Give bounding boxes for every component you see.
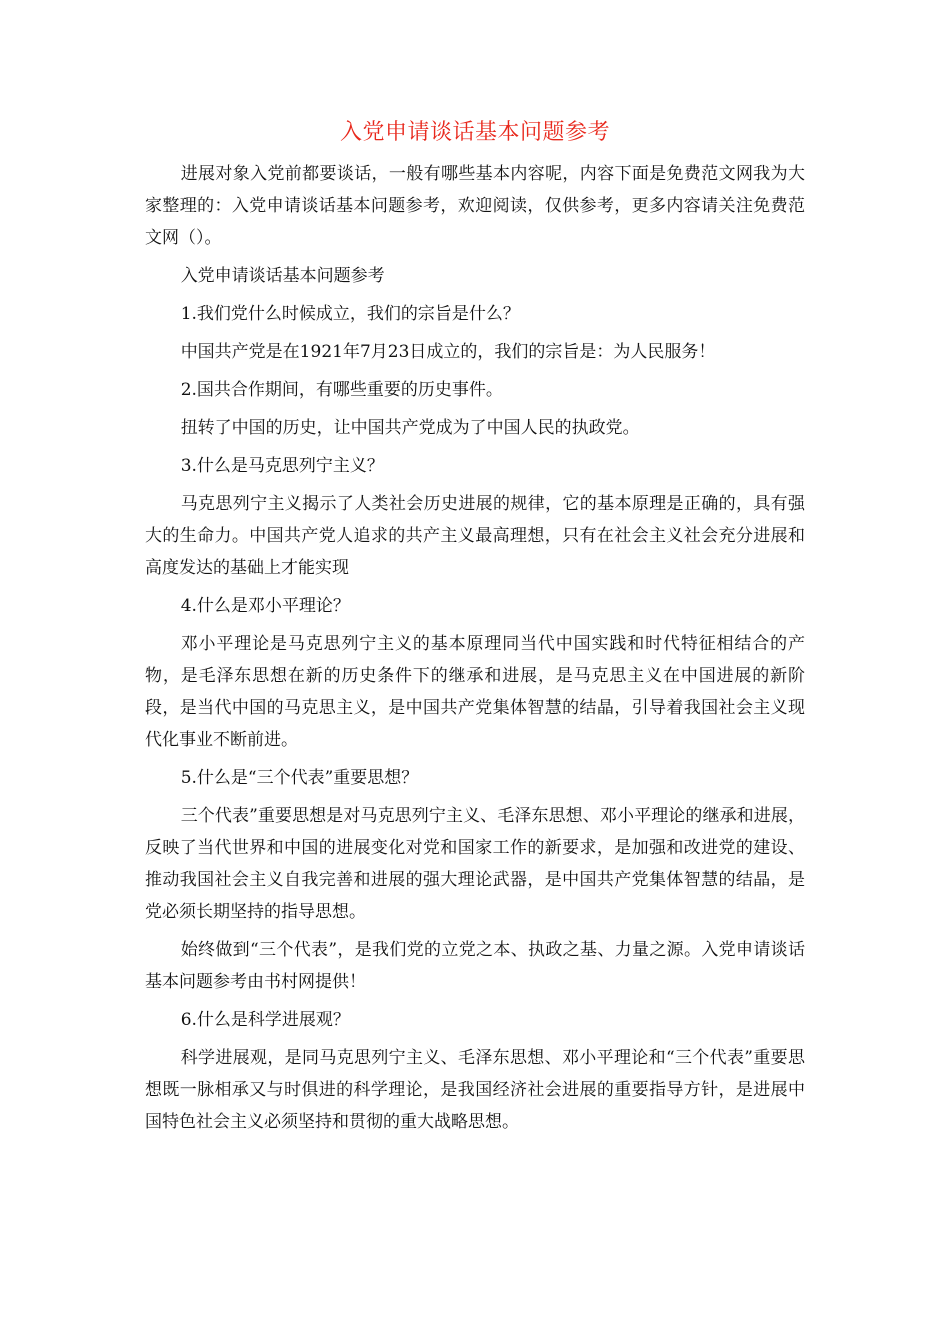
document-content: [145, 116, 805, 1144]
answer-1: 中国共产党是在1921年7月23日成立的，我们的宗旨是：为人民服务！: [180, 342, 716, 362]
subtitle: 入党申请谈话基本问题参考: [180, 266, 385, 286]
answer-6: 科学进展观，是同马克思列宁主义、毛泽东思想、邓小平理论和“三个代表”重要思想既一脉相承又与时俱进的科学理论，是我国经济社会进展的重要指导方针，是进展中国特色社会主义必须坚持和贯彻的重大战略思想。: [145, 1048, 805, 1132]
answer-5b: 始终做到“三个代表”，是我们党的立党之本、执政之基、力量之源。入党申请谈话基本问题参考由书村网提供！: [145, 940, 805, 992]
question-5: 5.什么是“三个代表”重要思想？: [180, 768, 419, 788]
answer-2: 扭转了中国的历史，让中国共产党成为了中国人民的执政党。: [180, 418, 640, 438]
question-2: 2.国共合作期间，有哪些重要的历史事件。: [180, 380, 503, 400]
question-1: 1.我们党什么时候成立，我们的宗旨是什么？: [180, 304, 520, 324]
answer-5a: 三个代表”重要思想是对马克思列宁主义、毛泽东思想、邓小平理论的继承和进展，反映了当代世界和中国的进展变化对党和国家工作的新要求，是加强和改进党的建设、推动我国社会主义自我完善和进展的强大理论武器，是中国共产党集体智慧的结晶，是党必须长期坚持的指导思想。: [145, 806, 805, 922]
question-3: 3.什么是马克思列宁主义？: [180, 456, 384, 476]
answer-4: 邓小平理论是马克思列宁主义的基本原理同当代中国实践和时代特征相结合的产物，是毛泽东思想在新的历史条件下的继承和进展，是马克思主义在中国进展的新阶段，是当代中国的马克思主义，是中国共产党集体智慧的结晶，引导着我国社会主义现代化事业不断前进。: [145, 634, 805, 750]
question-4: 4.什么是邓小平理论？: [180, 596, 350, 616]
answer-3: 马克思列宁主义揭示了人类社会历史进展的规律，它的基本原理是正确的，具有强大的生命力。中国共产党人追求的共产主义最高理想，只有在社会主义社会充分进展和高度发达的基础上才能实现: [145, 494, 805, 578]
question-6: 6.什么是科学进展观？: [180, 1010, 350, 1030]
document-title: 入党申请谈话基本问题参考: [339, 120, 610, 145]
intro-paragraph: 进展对象入党前都要谈话，一般有哪些基本内容呢，内容下面是免费范文网我为大家整理的：入党申请谈话基本问题参考，欢迎阅读，仅供参考，更多内容请关注免费范文网（）。: [145, 164, 805, 248]
